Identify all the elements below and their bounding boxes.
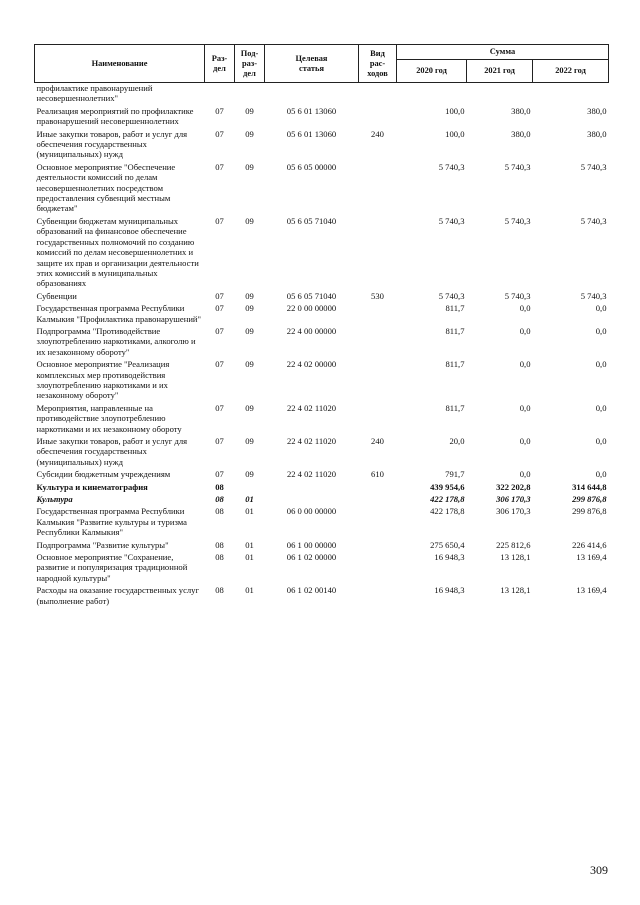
row-value-2020: 422 178,8 bbox=[430, 494, 465, 505]
row-target: 22 4 02 11020 bbox=[286, 436, 337, 446]
table-row bbox=[35, 359, 609, 403]
row-value-2022: 299 876,8 bbox=[572, 494, 607, 505]
header-kind-text: Вид рас- ходов bbox=[367, 48, 388, 78]
row-kind bbox=[359, 326, 397, 359]
row-value-2020: 5 740,3 bbox=[438, 215, 465, 226]
row-section bbox=[205, 83, 235, 106]
row-value-2022: 5 740,3 bbox=[580, 215, 607, 226]
row-target: 05 6 05 00000 bbox=[286, 161, 337, 172]
row-kind bbox=[359, 162, 397, 216]
row-target: 22 4 02 11020 bbox=[286, 469, 337, 480]
row-value-2021: 0,0 bbox=[519, 359, 531, 370]
row-name: Основное мероприятие "Реализация комплексных мер противодействия злоупотреблению наркотиками и их незаконному обороту" bbox=[36, 359, 170, 401]
row-subsection bbox=[235, 482, 265, 494]
row-subsection: 09 bbox=[245, 402, 254, 413]
table-row bbox=[35, 506, 609, 539]
table-row bbox=[35, 216, 609, 291]
row-target: 22 4 02 11020 bbox=[286, 402, 337, 413]
row-value-2020: 422 178,8 bbox=[430, 506, 465, 517]
row-section: 08 bbox=[215, 494, 224, 505]
row-section: 07 bbox=[215, 105, 224, 116]
row-value-2022: 226 414,6 bbox=[572, 539, 607, 550]
row-value-2021: 0,0 bbox=[519, 436, 531, 446]
row-value-2021: 380,0 bbox=[511, 128, 531, 139]
table-row bbox=[35, 129, 609, 162]
row-target bbox=[265, 83, 359, 106]
row-name: Иные закупки товаров, работ и услуг для обеспечения государственных (муниципальных) нужд bbox=[36, 128, 188, 160]
row-value-2021: 0,0 bbox=[519, 303, 531, 314]
table-row bbox=[35, 585, 609, 608]
row-target: 05 6 05 71040 bbox=[286, 290, 337, 301]
row-target: 05 6 01 13060 bbox=[286, 128, 337, 139]
header-section-text: Раз- дел bbox=[211, 53, 228, 73]
row-name: Субвенции бюджетам муниципальных образований на финансовое обеспечение государственных полномочий по созданию комиссий по делам несовершеннолетних и защите их прав и организации деятельности этих комиссий в муниципальных образованиях bbox=[36, 215, 199, 289]
row-target: 22 4 02 00000 bbox=[286, 359, 337, 370]
row-value-2020: 16 948,3 bbox=[434, 585, 465, 596]
row-value-2020 bbox=[397, 83, 467, 106]
row-value-2021: 225 812,6 bbox=[496, 539, 531, 550]
row-kind bbox=[359, 359, 397, 403]
table-row bbox=[35, 436, 609, 469]
row-value-2022: 13 169,4 bbox=[576, 552, 607, 563]
row-name: Основное мероприятие "Сохранение, развитие и популяризация традиционной народной культуры" bbox=[36, 552, 188, 583]
row-target: 05 6 05 71040 bbox=[286, 215, 337, 226]
row-kind bbox=[359, 552, 397, 585]
row-value-2021: 306 170,3 bbox=[496, 506, 531, 517]
table-body bbox=[35, 83, 609, 609]
row-kind bbox=[359, 482, 397, 494]
row-section: 08 bbox=[215, 539, 224, 550]
row-name: Реализация мероприятий по профилактике правонарушений несовершеннолетних bbox=[36, 105, 194, 127]
row-section: 08 bbox=[215, 481, 224, 492]
row-kind bbox=[359, 540, 397, 552]
row-kind: 240 bbox=[371, 436, 384, 446]
table-row bbox=[35, 403, 609, 436]
budget-table bbox=[34, 44, 609, 608]
page-number: 309 bbox=[590, 863, 608, 877]
row-target: 06 1 00 00000 bbox=[286, 539, 337, 550]
row-kind: 530 bbox=[371, 290, 384, 301]
row-value-2022 bbox=[533, 83, 609, 106]
row-section: 07 bbox=[215, 402, 224, 413]
row-value-2022: 380,0 bbox=[587, 105, 607, 116]
row-name: Субсидии бюджетным учреждениям bbox=[36, 469, 171, 480]
row-kind bbox=[359, 494, 397, 506]
row-value-2021: 380,0 bbox=[511, 105, 531, 116]
row-kind: 610 bbox=[371, 469, 384, 480]
row-value-2020: 811,7 bbox=[445, 402, 465, 413]
row-value-2020: 100,0 bbox=[445, 128, 465, 139]
row-section: 07 bbox=[215, 161, 224, 172]
row-value-2020: 439 954,6 bbox=[430, 481, 465, 492]
header-subsection-text: Под- раз- дел bbox=[240, 48, 259, 78]
row-section: 07 bbox=[215, 215, 224, 226]
row-subsection: 09 bbox=[245, 128, 254, 139]
table-row bbox=[35, 326, 609, 359]
row-target bbox=[265, 482, 359, 494]
row-value-2021: 306 170,3 bbox=[496, 494, 531, 505]
row-value-2021: 5 740,3 bbox=[504, 161, 531, 172]
table-row bbox=[35, 303, 609, 326]
row-subsection bbox=[235, 83, 265, 106]
row-name: Мероприятия, направленные на противодействие злоупотреблению наркотиками и их незаконному обороту bbox=[36, 402, 182, 434]
row-subsection: 01 bbox=[245, 494, 254, 505]
row-value-2022: 0,0 bbox=[595, 325, 607, 336]
row-subsection: 09 bbox=[245, 105, 254, 116]
row-value-2022: 314 644,8 bbox=[572, 481, 607, 492]
row-subsection: 09 bbox=[245, 303, 254, 314]
row-name: Подпрограмма "Противодействие злоупотреблению наркотиками, алкоголю и их незаконному обороту" bbox=[36, 325, 196, 357]
row-name: Государственная программа Республики Калмыкия "Развитие культуры и туризма Республики Калмыкия" bbox=[36, 506, 187, 538]
row-value-2022: 5 740,3 bbox=[580, 161, 607, 172]
header-section bbox=[205, 45, 235, 83]
row-subsection: 01 bbox=[245, 539, 254, 550]
row-value-2022: 380,0 bbox=[587, 128, 607, 139]
row-name: Субвенции bbox=[36, 290, 77, 301]
row-name: Культура и кинематография bbox=[36, 481, 148, 492]
row-value-2020: 811,7 bbox=[445, 325, 465, 336]
row-value-2022: 13 169,4 bbox=[576, 585, 607, 596]
row-value-2021: 0,0 bbox=[519, 469, 531, 480]
row-value-2021: 5 740,3 bbox=[504, 290, 531, 301]
row-kind bbox=[359, 216, 397, 291]
header-2022: 2022 год bbox=[533, 60, 609, 83]
row-kind bbox=[359, 506, 397, 539]
header-2020: 2020 год bbox=[397, 60, 467, 83]
row-subsection: 01 bbox=[245, 585, 254, 596]
header-sum: Сумма bbox=[397, 45, 609, 60]
row-value-2021 bbox=[467, 83, 533, 106]
row-target: 06 0 00 00000 bbox=[286, 506, 337, 517]
row-target: 22 0 00 00000 bbox=[286, 303, 337, 314]
row-section: 07 bbox=[215, 290, 224, 301]
table-row bbox=[35, 162, 609, 216]
row-subsection: 09 bbox=[245, 290, 254, 301]
row-value-2022: 299 876,8 bbox=[572, 506, 607, 517]
row-name: Расходы на оказание государственных услуг (выполнение работ) bbox=[36, 585, 199, 606]
row-subsection: 09 bbox=[245, 359, 254, 370]
table-row bbox=[35, 552, 609, 585]
row-value-2022: 0,0 bbox=[595, 402, 607, 413]
row-value-2022: 0,0 bbox=[595, 436, 607, 446]
table-row bbox=[35, 469, 609, 481]
row-value-2020: 100,0 bbox=[445, 105, 465, 116]
row-target: 22 4 00 00000 bbox=[286, 325, 337, 336]
row-subsection: 09 bbox=[245, 436, 254, 446]
row-section: 08 bbox=[215, 585, 224, 596]
row-value-2020: 5 740,3 bbox=[438, 290, 465, 301]
table-row bbox=[35, 494, 609, 506]
header-target-text: Целевая статья bbox=[295, 53, 328, 73]
row-name: Культура bbox=[36, 494, 73, 505]
header-subsection bbox=[235, 45, 265, 83]
table-row bbox=[35, 83, 609, 106]
row-value-2021: 0,0 bbox=[519, 402, 531, 413]
row-target: 06 1 02 00140 bbox=[286, 585, 337, 596]
row-name: Подпрограмма "Развитие культуры" bbox=[36, 539, 169, 550]
row-value-2020: 791,7 bbox=[445, 469, 465, 480]
row-subsection: 01 bbox=[245, 552, 254, 563]
row-target: 05 6 01 13060 bbox=[286, 105, 337, 116]
row-value-2020: 5 740,3 bbox=[438, 161, 465, 172]
row-section: 07 bbox=[215, 303, 224, 314]
row-value-2020: 811,7 bbox=[445, 303, 465, 314]
row-value-2020: 811,7 bbox=[445, 359, 465, 370]
row-section: 07 bbox=[215, 359, 224, 370]
table-row bbox=[35, 540, 609, 552]
row-value-2020: 20,0 bbox=[449, 436, 465, 446]
row-kind bbox=[359, 585, 397, 608]
row-subsection: 09 bbox=[245, 161, 254, 172]
row-value-2021: 5 740,3 bbox=[504, 215, 531, 226]
row-section: 08 bbox=[215, 552, 224, 563]
row-value-2022: 0,0 bbox=[595, 469, 607, 480]
row-subsection: 01 bbox=[245, 506, 254, 517]
row-value-2021: 0,0 bbox=[519, 325, 531, 336]
header-kind bbox=[359, 45, 397, 83]
row-target: 06 1 02 00000 bbox=[286, 552, 337, 563]
row-value-2020: 16 948,3 bbox=[434, 552, 465, 563]
row-value-2022: 0,0 bbox=[595, 303, 607, 314]
row-kind bbox=[359, 403, 397, 436]
row-section: 07 bbox=[215, 436, 224, 446]
row-kind bbox=[359, 303, 397, 326]
row-name: профилактике правонарушений несовершеннолетних" bbox=[36, 83, 153, 104]
row-value-2021: 13 128,1 bbox=[500, 552, 531, 563]
row-kind bbox=[359, 106, 397, 129]
row-subsection: 09 bbox=[245, 469, 254, 480]
row-section: 08 bbox=[215, 506, 224, 517]
row-name: Основное мероприятие "Обеспечение деятельности комиссий по делам несовершеннолетних посредством предоставления субвенций местным бюджетам" bbox=[36, 161, 176, 214]
row-kind bbox=[359, 83, 397, 106]
table-row bbox=[35, 291, 609, 303]
row-value-2021: 322 202,8 bbox=[496, 481, 531, 492]
row-name: Иные закупки товаров, работ и услуг для обеспечения государственных (муниципальных) нужд bbox=[36, 436, 188, 467]
row-value-2021: 13 128,1 bbox=[500, 585, 531, 596]
row-section: 07 bbox=[215, 128, 224, 139]
row-value-2022: 0,0 bbox=[595, 359, 607, 370]
row-value-2022: 5 740,3 bbox=[580, 290, 607, 301]
table-row bbox=[35, 482, 609, 494]
row-subsection: 09 bbox=[245, 325, 254, 336]
header-target bbox=[265, 45, 359, 83]
row-value-2020: 275 650,4 bbox=[430, 539, 465, 550]
row-section: 07 bbox=[215, 469, 224, 480]
table-row bbox=[35, 106, 609, 129]
row-name: Государственная программа Республики Калмыкия "Профилактика правонарушений" bbox=[36, 303, 202, 324]
header-name: Наименование bbox=[35, 45, 205, 83]
row-target bbox=[265, 494, 359, 506]
header-2021: 2021 год bbox=[467, 60, 533, 83]
row-kind: 240 bbox=[371, 128, 384, 139]
row-section: 07 bbox=[215, 325, 224, 336]
row-subsection: 09 bbox=[245, 215, 254, 226]
